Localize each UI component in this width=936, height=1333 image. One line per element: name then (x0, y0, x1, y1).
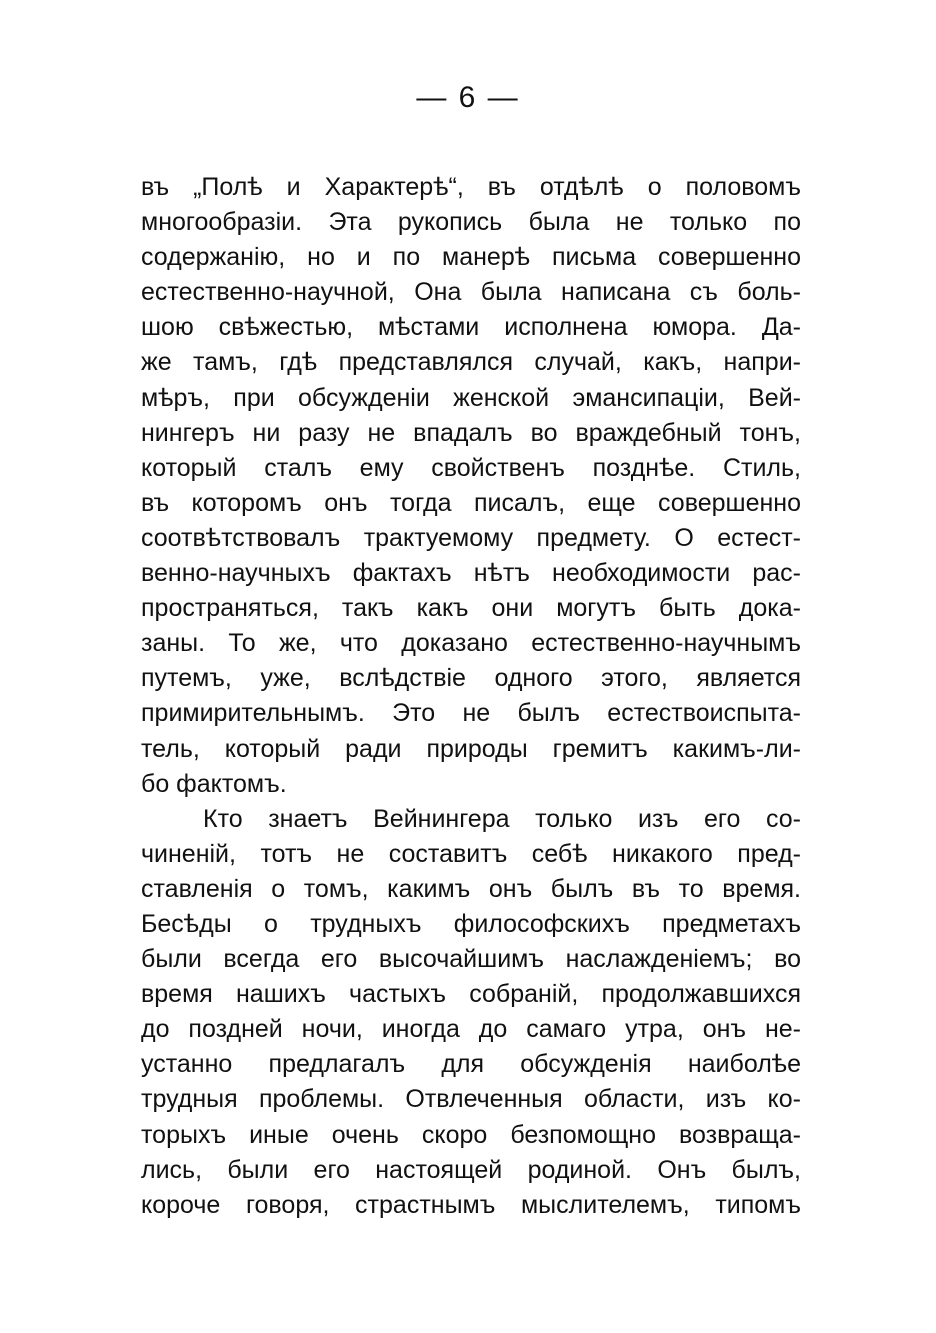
text-line: мѣръ, при обсужденіи женской эмансипаціи, Вей- (141, 383, 801, 412)
text-line: до поздней ночи, иногда до самаго утра, онъ не- (141, 1015, 801, 1044)
text-line: торыхъ иные очень скоро безпомощно возвраща- (141, 1120, 801, 1149)
body-text (141, 170, 801, 1223)
text-line: венно-научныхъ фактахъ нѣтъ необходимости рас- (141, 559, 801, 588)
text-line: въ которомъ онъ тогда писалъ, еще совершенно (141, 488, 801, 517)
text-line: нингеръ ни разу не впадалъ во враждебный тонъ, (141, 418, 801, 447)
text-line: естественно-научной, Она была написана съ боль- (141, 278, 801, 307)
text-line: содержанію, но и по манерѣ письма совершенно (141, 243, 801, 272)
text-line: Кто знаетъ Вейнингера только изъ его со- (203, 804, 801, 833)
text-line: соотвѣтствовалъ трактуемому предмету. О естест- (141, 523, 801, 552)
text-line: тель, который ради природы гремитъ какимъ-ли- (141, 734, 801, 763)
text-line: время нашихъ частыхъ собраній, продолжавшихся (141, 980, 801, 1009)
page-number: — 6 — (416, 81, 520, 114)
text-line: путемъ, уже, вслѣдствіе одного этого, является (141, 664, 801, 693)
text-line: короче говоря, страстнымъ мыслителемъ, типомъ (141, 1190, 801, 1219)
text-line: въ „Полѣ и Характерѣ“, въ отдѣлѣ о половомъ (141, 173, 801, 201)
text-line: чиненій, тотъ не составитъ себѣ никакого пред- (141, 839, 801, 868)
text-line: бо фактомъ. (141, 769, 287, 798)
paragraph-2 (141, 802, 801, 1223)
text-line: шою свѣжестью, мѣстами исполнена юмора. Да- (141, 313, 801, 342)
text-line: лись, были его настоящей родиной. Онъ былъ, (141, 1155, 801, 1184)
text-line: Бесѣды о трудныхъ философскихъ предметахъ (141, 909, 801, 938)
text-line: пространяться, такъ какъ они могутъ быть дока- (141, 594, 801, 623)
text-line: который сталъ ему свойственъ позднѣе. Стиль, (141, 453, 801, 482)
text-line: примирительнымъ. Это не былъ естествоиспыта- (141, 699, 801, 728)
text-line: были всегда его высочайшимъ наслажденіемъ; во (141, 945, 801, 974)
text-line: ставленія о томъ, какимъ онъ былъ въ то время. (141, 874, 801, 903)
text-line: устанно предлагалъ для обсужденія наиболѣе (141, 1050, 801, 1079)
text-line: многообразіи. Эта рукопись была не только по (141, 208, 801, 237)
text-line: заны. То же, что доказано естественно-научнымъ (141, 629, 801, 658)
text-line: же тамъ, гдѣ представлялся случай, какъ, напри- (141, 348, 801, 377)
paragraph-1 (141, 170, 801, 802)
text-line: трудныя проблемы. Отвлеченныя области, изъ ко- (141, 1085, 801, 1114)
